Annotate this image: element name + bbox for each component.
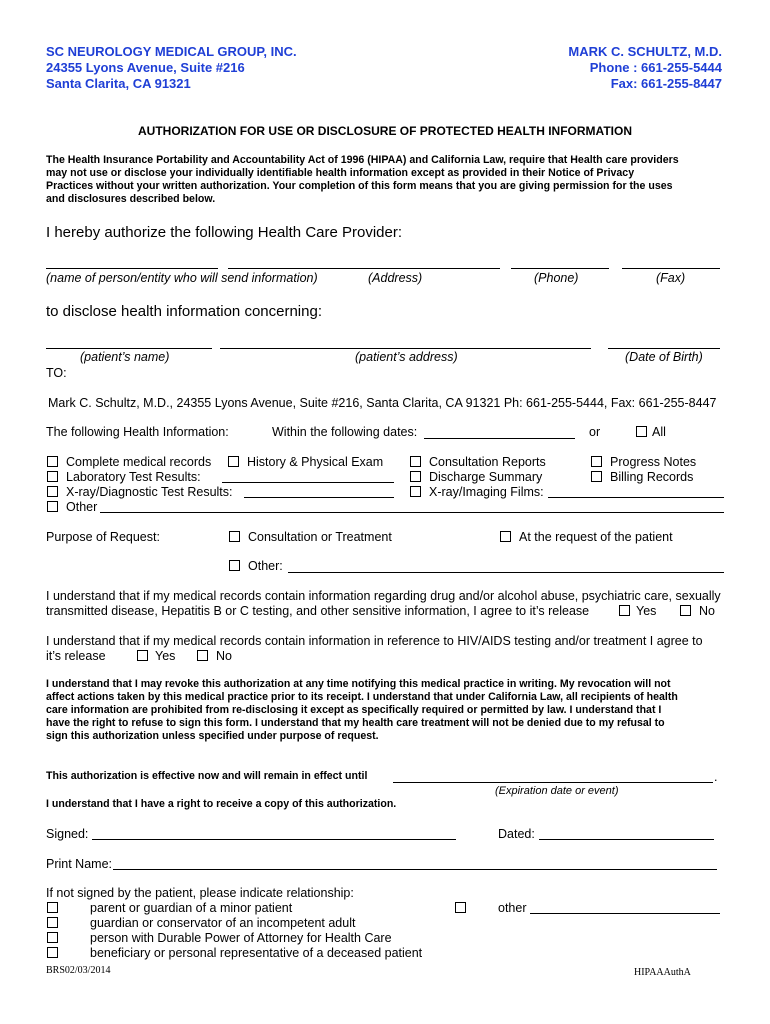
expiration-field[interactable] (393, 782, 713, 783)
consultation-reports-checkbox[interactable] (410, 456, 421, 467)
history-physical-label: History & Physical Exam (247, 455, 384, 469)
dates-field[interactable] (424, 438, 575, 439)
patient-heading: to disclose health information concerning: (46, 303, 322, 320)
provider-address-field[interactable] (228, 268, 500, 269)
patient-name-field[interactable] (46, 348, 212, 349)
lab-results-label: Laboratory Test Results: (66, 470, 201, 484)
complete-records-checkbox[interactable] (47, 456, 58, 467)
sensitive-yes-label: Yes (636, 604, 657, 618)
patient-request-checkbox[interactable] (500, 531, 511, 542)
practice-address: 24355 Lyons Avenue, Suite #216 (46, 60, 245, 75)
signature-field[interactable] (92, 839, 456, 840)
sensitive-info-line-1: I understand that if my medical records contain information regarding drug and/or alcohol abuse, psychiatric care, sexually (46, 589, 721, 603)
purpose-label: Purpose of Request: (46, 530, 160, 544)
xray-films-field[interactable] (548, 497, 724, 498)
date-field[interactable] (539, 839, 714, 840)
purpose-other-label: Other: (248, 559, 283, 573)
progress-notes-label: Progress Notes (610, 455, 697, 469)
beneficiary-checkbox[interactable] (47, 947, 58, 958)
provider-name-field[interactable] (46, 268, 218, 269)
complete-records-label: Complete medical records (66, 455, 212, 469)
discharge-summary-checkbox[interactable] (410, 471, 421, 482)
relationship-heading: If not signed by the patient, please indicate relationship: (46, 886, 354, 900)
relationship-other-checkbox[interactable] (455, 902, 466, 913)
xray-diagnostic-label: X-ray/Diagnostic Test Results: (66, 485, 233, 499)
hiv-no-checkbox[interactable] (197, 650, 208, 661)
provider-fax-label: (Fax) (656, 271, 686, 285)
hiv-line-1: I understand that if my medical records contain information in reference to HIV/AIDS testing and/or treatment I agree to (46, 634, 703, 648)
hiv-yes-label: Yes (155, 649, 176, 663)
power-of-attorney-label: person with Durable Power of Attorney for Health Care (90, 931, 392, 945)
consultation-treatment-checkbox[interactable] (229, 531, 240, 542)
patient-address-label: (patient’s address) (355, 350, 458, 364)
sensitive-info-line-2: transmitted disease, Hepatitis B or C testing, and other sensitive information, I agree to it’s release (46, 604, 590, 618)
form-id-code: HIPAAAuthA (634, 967, 691, 978)
billing-records-label: Billing Records (610, 470, 694, 484)
revoke-line-1: I understand that I may revoke this authorization at any time notifying this medical practice in writing. My revocation will not (46, 678, 671, 690)
patient-dob-label: (Date of Birth) (625, 350, 703, 364)
patient-address-field[interactable] (220, 348, 591, 349)
patient-dob-field[interactable] (608, 348, 720, 349)
to-label: TO: (46, 366, 67, 380)
all-label: All (652, 425, 666, 439)
practice-city: Santa Clarita, CA 91321 (46, 76, 191, 91)
revoke-line-4: have the right to refuse to sign this form. I understand that my health care treatment will not be denied due to my refusal to (46, 717, 665, 729)
dated-label: Dated: (498, 827, 535, 841)
revoke-line-2: affect actions taken by this medical practice prior to its receipt. I understand that under California Law, all recipients of health (46, 691, 678, 703)
dates-label: Within the following dates: (272, 425, 418, 439)
effective-period: . (714, 770, 718, 784)
health-info-label: The following Health Information: (46, 425, 229, 439)
intro-line-4: and disclosures described below. (46, 193, 216, 205)
conservator-label: guardian or conservator of an incompetent adult (90, 916, 356, 930)
consultation-reports-label: Consultation Reports (429, 455, 546, 469)
xray-diagnostic-checkbox[interactable] (47, 486, 58, 497)
hiv-no-label: No (216, 649, 232, 663)
progress-notes-checkbox[interactable] (591, 456, 602, 467)
lab-results-checkbox[interactable] (47, 471, 58, 482)
discharge-summary-label: Discharge Summary (429, 470, 543, 484)
sensitive-no-label: No (699, 604, 715, 618)
xray-films-label: X-ray/Imaging Films: (429, 485, 544, 499)
practice-name: SC NEUROLOGY MEDICAL GROUP, INC. (46, 44, 297, 59)
all-checkbox[interactable] (636, 426, 647, 437)
provider-fax-field[interactable] (622, 268, 720, 269)
xray-films-checkbox[interactable] (410, 486, 421, 497)
provider-name-label: (name of person/entity who will send information) (46, 271, 318, 285)
hiv-line-2: it’s release (46, 649, 106, 663)
power-of-attorney-checkbox[interactable] (47, 932, 58, 943)
form-title: AUTHORIZATION FOR USE OR DISCLOSURE OF PROTECTED HEALTH INFORMATION (138, 124, 632, 138)
patient-request-label: At the request of the patient (519, 530, 673, 544)
sensitive-yes-checkbox[interactable] (619, 605, 630, 616)
intro-line-2: may not use or disclose your individually identifiable health information except as provided in their Notice of Privacy (46, 167, 635, 179)
signed-label: Signed: (46, 827, 89, 841)
xray-diagnostic-field[interactable] (244, 497, 394, 498)
purpose-other-checkbox[interactable] (229, 560, 240, 571)
relationship-other-field[interactable] (530, 913, 720, 914)
other-info-field[interactable] (100, 512, 724, 513)
recipient-line: Mark C. Schultz, M.D., 24355 Lyons Avenue, Suite #216, Santa Clarita, CA 91321 Ph: 661-255-5444, Fax: 661-255-8447 (48, 396, 717, 410)
copy-statement: I understand that I have a right to receive a copy of this authorization. (46, 798, 397, 810)
provider-phone-label: (Phone) (534, 271, 579, 285)
print-name-label: Print Name: (46, 857, 112, 871)
revoke-line-5: sign this authorization unless specified under purpose of request. (46, 730, 379, 742)
parent-guardian-label: parent or guardian of a minor patient (90, 901, 293, 915)
billing-records-checkbox[interactable] (591, 471, 602, 482)
expiration-label: (Expiration date or event) (495, 785, 619, 797)
consultation-treatment-label: Consultation or Treatment (248, 530, 392, 544)
hiv-yes-checkbox[interactable] (137, 650, 148, 661)
print-name-field[interactable] (113, 869, 717, 870)
form-revision-code: BRS02/03/2014 (46, 965, 111, 976)
intro-line-1: The Health Insurance Portability and Accountability Act of 1996 (HIPAA) and California Law, require that Health care providers (46, 154, 679, 166)
other-info-label: Other (66, 500, 98, 514)
sensitive-no-checkbox[interactable] (680, 605, 691, 616)
doctor-phone: Phone : 661-255-5444 (589, 60, 722, 75)
provider-address-label: (Address) (368, 271, 423, 285)
relationship-other-label: other (498, 901, 527, 915)
revoke-line-3: care information are prohibited from re-disclosing it except as specifically required or permitted by law. I understand that I (46, 704, 662, 716)
effective-label: This authorization is effective now and will remain in effect until (46, 770, 368, 782)
lab-results-field[interactable] (222, 482, 394, 483)
patient-name-label: (patient’s name) (80, 350, 170, 364)
provider-phone-field[interactable] (511, 268, 609, 269)
doctor-fax: Fax: 661-255-8447 (610, 76, 722, 91)
parent-guardian-checkbox[interactable] (47, 902, 58, 913)
history-physical-checkbox[interactable] (228, 456, 239, 467)
conservator-checkbox[interactable] (47, 917, 58, 928)
doctor-name: MARK C. SCHULTZ, M.D. (568, 44, 722, 59)
or-label: or (589, 425, 601, 439)
intro-line-3: Practices without your written authorization. Your completion of this form means that you are giving permission for the uses (46, 180, 673, 192)
provider-heading: I hereby authorize the following Health Care Provider: (46, 224, 403, 241)
other-info-checkbox[interactable] (47, 501, 58, 512)
purpose-other-field[interactable] (288, 572, 724, 573)
beneficiary-label: beneficiary or personal representative of a deceased patient (90, 946, 423, 960)
